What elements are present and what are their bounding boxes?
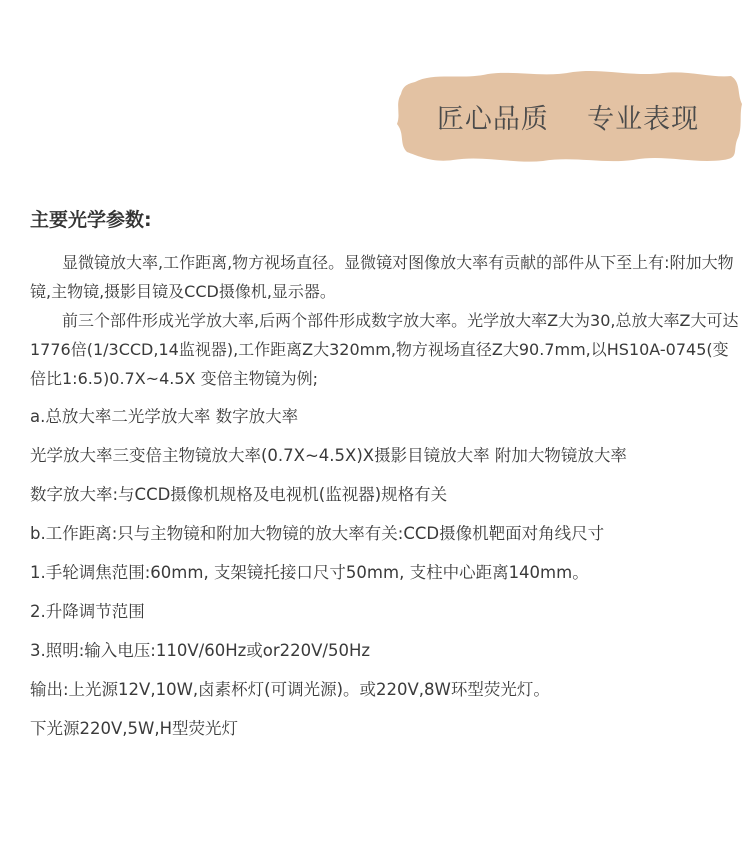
spec-line-focus-range: 1.手轮调焦范围:60mm, 支架镜托接口尺寸50mm, 支柱中心距离140mm。 [30,563,589,582]
section-heading: 主要光学参数: [30,209,152,231]
paragraph-1: 显微镜放大率,工作距离,物方视场直径。显微镜对图像放大率有贡献的部件从下至上有:附加大物镜,主物镜,摄影目镜及CCD摄像机,显示器。 [30,253,734,301]
brush-banner [393,68,743,164]
spec-line-output-upper: 输出:上光源12V,10W,卤素杯灯(可调光源)。或220V,8W环型荧光灯。 [30,680,550,699]
spec-line-working-distance: b.工作距离:只与主物镜和附加大物镜的放大率有关:CCD摄像机靶面对角线尺寸 [30,524,605,543]
banner-text: 匠心品质 专业表现 [436,103,700,135]
spec-content [30,205,742,739]
spec-line-optical-magnification: 光学放大率三变倍主物镜放大率(0.7X~4.5X)X摄影目镜放大率 附加大物镜放大率 [30,446,627,465]
spec-line-total-magnification: a.总放大率二光学放大率 数字放大率 [30,407,299,426]
spec-line-lift-range: 2.升降调节范围 [30,602,145,621]
paragraph-2: 前三个部件形成光学放大率,后两个部件形成数字放大率。光学放大率Z大为30,总放大率Z大可达1776倍(1/3CCD,14监视器),工作距离Z大320mm,物方视场直径Z大90.7mm,以HS10A-0745(变倍比1:6.5)0.7X~4.5X 变倍主物镜为例; [30,311,739,388]
spec-line-digital-magnification: 数字放大率:与CCD摄像机规格及电视机(监视器)规格有关 [30,485,448,504]
spec-line-illumination-input: 3.照明:输入电压:110V/60Hz或or220V/50Hz [30,641,371,660]
spec-line-output-lower: 下光源220V,5W,H型荧光灯 [30,719,238,738]
